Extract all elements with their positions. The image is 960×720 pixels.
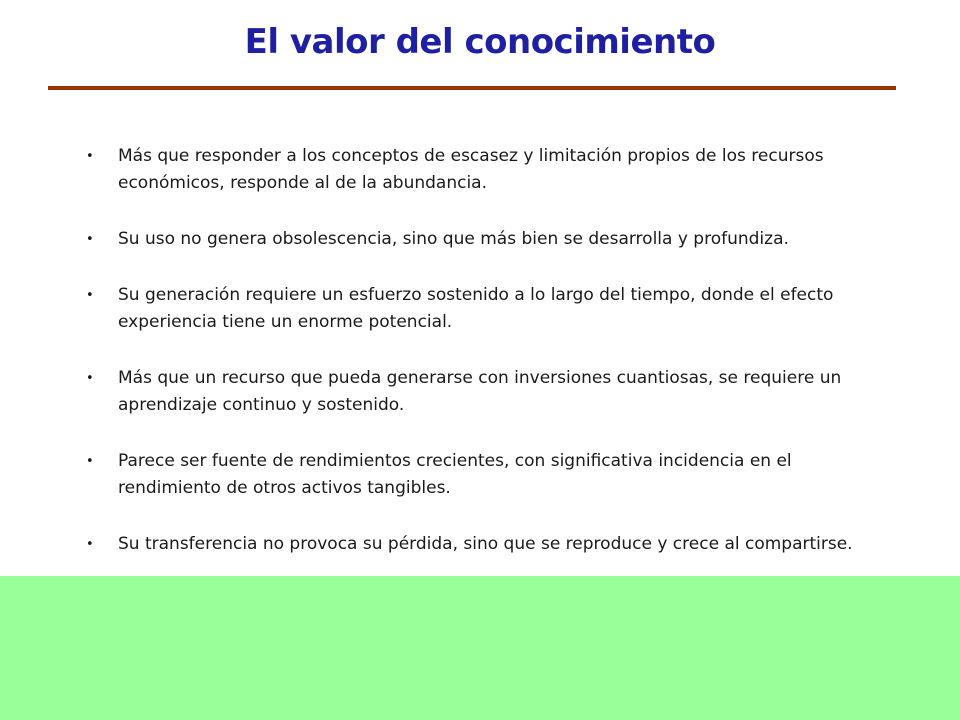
bullet-dot-icon: • <box>86 232 94 247</box>
bullet-item <box>80 531 880 558</box>
bullet-item <box>80 282 880 336</box>
bullet-item <box>80 143 880 197</box>
title-underline-rule <box>48 86 896 90</box>
bullet-dot-icon: • <box>86 454 94 469</box>
bullet-text: Su uso no genera obsolescencia, sino que más bien se desarrolla y profundiza. <box>118 229 789 249</box>
bullet-dot-icon: • <box>86 371 94 386</box>
bullet-text: Parece ser fuente de rendimientos crecientes, con significativa incidencia en el rendimiento de otros activos tangibles. <box>118 451 792 498</box>
bullet-text: Más que un recurso que pueda generarse con inversiones cuantiosas, se requiere un aprendizaje continuo y sostenido. <box>118 368 842 415</box>
bullet-item <box>80 448 880 502</box>
slide-title: El valor del conocimiento <box>244 22 716 62</box>
bullet-list <box>80 143 880 587</box>
bullet-item <box>80 226 880 253</box>
bullet-item <box>80 365 880 419</box>
bullet-text: Su generación requiere un esfuerzo sostenido a lo largo del tiempo, donde el efecto experiencia tiene un enorme potencial. <box>118 285 834 332</box>
bottom-green-band <box>0 576 960 720</box>
bullet-text: Más que responder a los conceptos de escasez y limitación propios de los recursos económicos, responde al de la abundancia. <box>118 146 824 193</box>
bullet-text: Su transferencia no provoca su pérdida, sino que se reproduce y crece al compartirse. <box>118 534 853 554</box>
bullet-dot-icon: • <box>86 149 94 164</box>
bullet-dot-icon: • <box>86 537 94 552</box>
bullet-dot-icon: • <box>86 288 94 303</box>
